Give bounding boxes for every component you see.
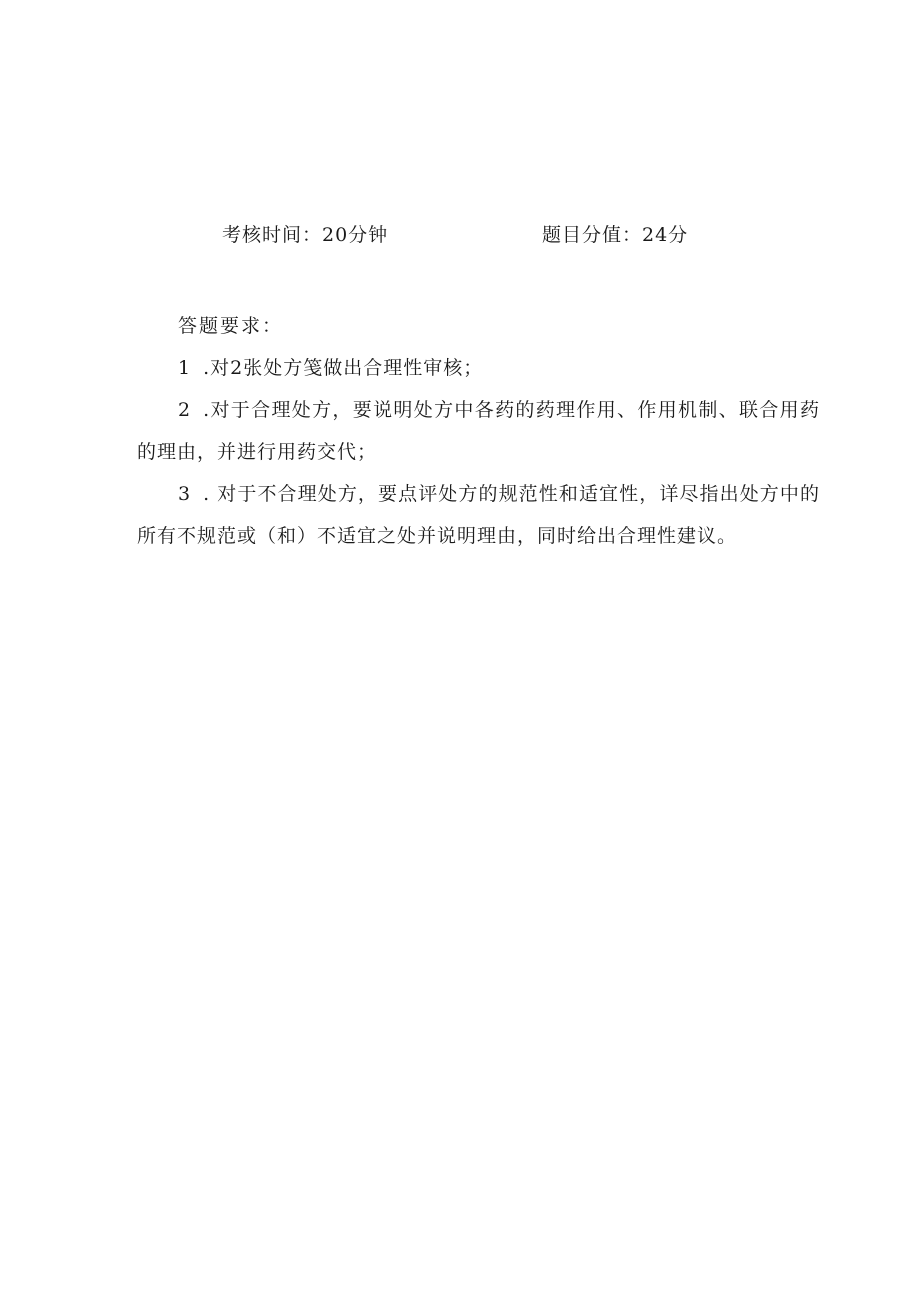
requirement-text: . 对于不合理处方，要点评处方的规范性和适宜性，详尽指出处方中的所有不规范或（和）不适宜之处并说明理由，同时给出合理性建议。 <box>137 483 820 547</box>
requirement-item-3 <box>137 473 820 557</box>
requirement-item-2 <box>137 389 820 473</box>
requirement-item-1 <box>137 347 820 389</box>
requirements-heading: 答题要求： <box>178 315 284 337</box>
requirement-text: .对2张处方笺做出合理性审核； <box>203 357 484 379</box>
exam-score-label: 题目分值：24分 <box>542 224 689 246</box>
exam-time-label: 考核时间：20分钟 <box>222 224 389 246</box>
requirement-text: .对于合理处方，要说明处方中各药的药理作用、作用机制、联合用药的理由，并进行用药交代； <box>137 399 820 463</box>
answer-requirements <box>137 305 820 557</box>
requirement-number: 1 <box>178 357 192 379</box>
requirement-number: 3 <box>178 483 192 505</box>
exam-meta-row <box>0 220 920 250</box>
requirement-number: 2 <box>178 399 192 421</box>
